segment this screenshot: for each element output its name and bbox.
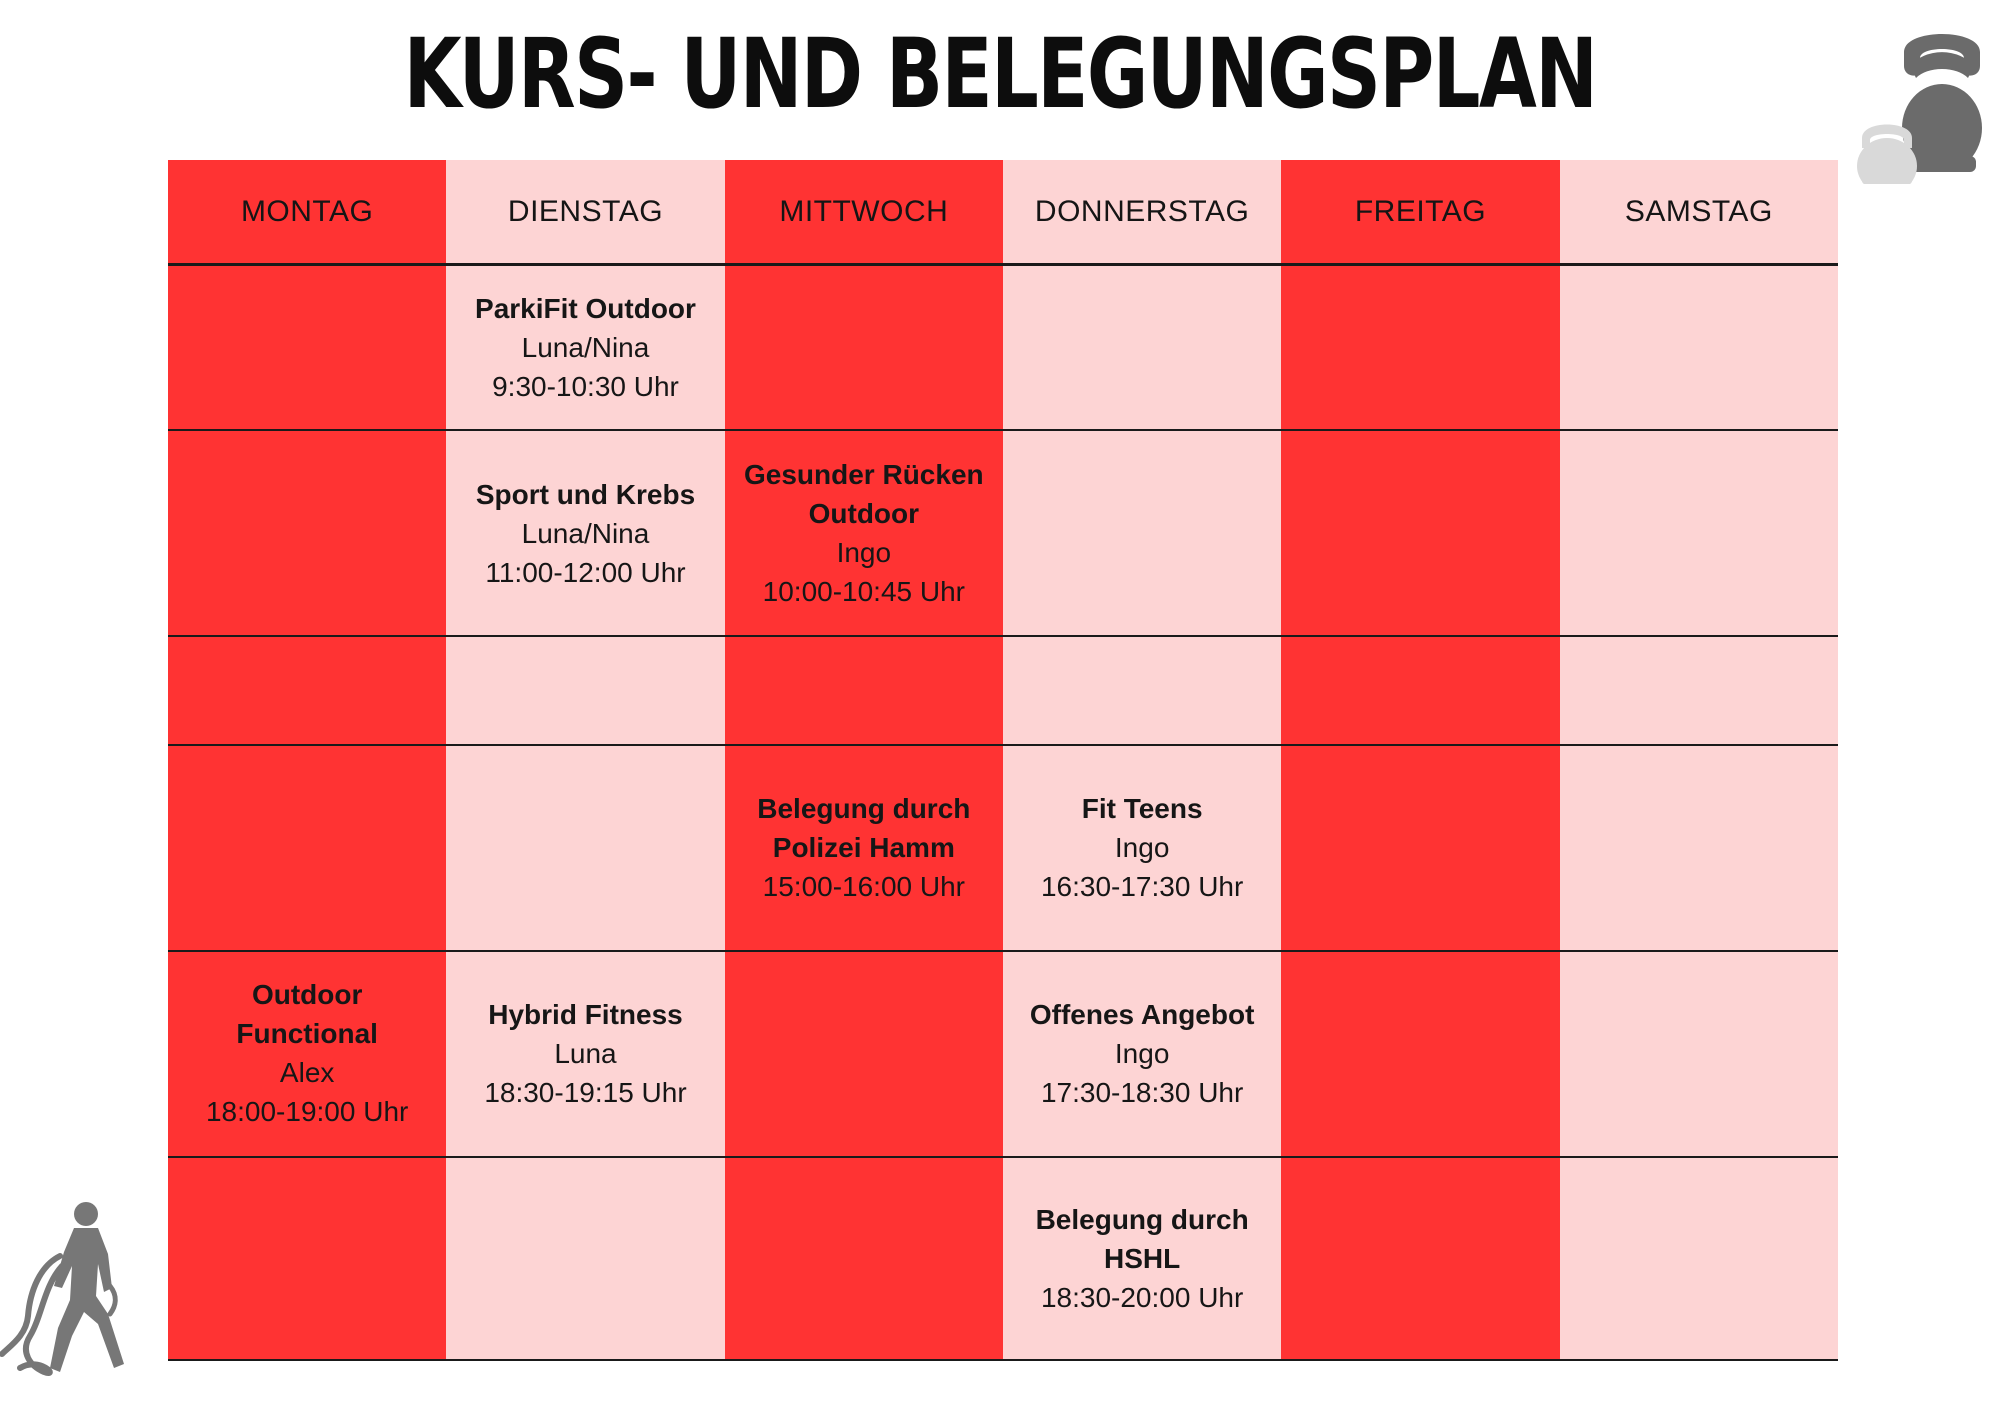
course-trainer: Ingo: [836, 537, 892, 568]
empty-slot: [1003, 264, 1281, 430]
row-divider: [168, 744, 1838, 746]
course-time: 16:30-17:30 Uhr: [1040, 870, 1244, 902]
course-name: Sport und Krebs: [475, 478, 696, 510]
battle-ropes-athlete-icon: [0, 1196, 145, 1386]
course-slot: [1003, 950, 1281, 1156]
row-divider: [168, 635, 1838, 637]
course-trainer: Luna/Nina: [521, 517, 650, 549]
course-slot: [725, 430, 1003, 636]
empty-slot: [1560, 950, 1838, 1156]
day-header: SAMSTAG: [1624, 195, 1773, 228]
course-trainer: Luna/Nina: [521, 331, 650, 363]
empty-slot: [446, 636, 724, 744]
empty-slot: [1281, 430, 1559, 636]
day-header: DIENSTAG: [507, 195, 664, 228]
header-divider: [168, 263, 1838, 266]
empty-slot: [725, 1156, 1003, 1361]
kettlebell-icon: [1852, 26, 1982, 184]
empty-slot: [1281, 950, 1559, 1156]
course-time: 10:00-10:45 Uhr: [762, 576, 965, 607]
empty-slot: [168, 264, 446, 430]
day-column-freitag: [1281, 160, 1559, 1361]
empty-slot: [1560, 430, 1838, 636]
empty-slot: [1003, 636, 1281, 744]
empty-slot: [168, 1156, 446, 1361]
course-name: Hybrid Fitness: [488, 998, 683, 1030]
day-header: DONNERSTAG: [1034, 195, 1250, 228]
empty-slot: [168, 636, 446, 744]
row-divider: [168, 429, 1838, 431]
course-name: Offenes Angebot: [1029, 998, 1255, 1030]
empty-slot: [168, 430, 446, 636]
course-slot: [446, 430, 724, 636]
day-column-dienstag: [446, 160, 724, 1361]
course-time: 17:30-18:30 Uhr: [1040, 1076, 1244, 1108]
course-trainer: Ingo: [1114, 1037, 1170, 1069]
course-slot: [1003, 1156, 1281, 1361]
course-time: 18:30-20:00 Uhr: [1040, 1282, 1244, 1313]
empty-slot: [1281, 744, 1559, 950]
empty-slot: [725, 264, 1003, 430]
course-time: 11:00-12:00 Uhr: [485, 556, 686, 588]
empty-slot: [1560, 1156, 1838, 1361]
empty-slot: [1281, 264, 1559, 430]
day-column-samstag: [1560, 160, 1838, 1361]
empty-slot: [1560, 264, 1838, 430]
course-trainer: Alex: [279, 1057, 335, 1088]
empty-slot: [1560, 636, 1838, 744]
course-name: Gesunder Rücken Outdoor: [744, 459, 984, 529]
course-name: Fit Teens: [1081, 792, 1203, 824]
day-column-donnerstag: [1003, 160, 1281, 1361]
course-slot: [1003, 744, 1281, 950]
empty-slot: [1281, 1156, 1559, 1361]
empty-slot: [1281, 636, 1559, 744]
course-name: Belegung durch HSHL: [1035, 1204, 1249, 1274]
empty-slot: [725, 950, 1003, 1156]
schedule-table: [168, 160, 1838, 1361]
row-divider: [168, 1156, 1838, 1158]
row-divider: [168, 950, 1838, 952]
empty-slot: [1560, 744, 1838, 950]
schedule-grid: [168, 160, 1838, 1361]
course-time: 15:00-16:00 Uhr: [762, 870, 965, 902]
row-divider: [168, 1359, 1838, 1361]
course-trainer: Luna: [554, 1037, 617, 1069]
empty-slot: [1003, 430, 1281, 636]
course-name: Outdoor Functional: [236, 979, 378, 1049]
course-time: 18:30-19:15 Uhr: [484, 1076, 687, 1108]
day-header: MITTWOCH: [779, 195, 949, 228]
day-column-mittwoch: [725, 160, 1003, 1361]
day-header: FREITAG: [1354, 195, 1487, 228]
course-name: Belegung durch Polizei Hamm: [757, 792, 971, 863]
course-slot: [446, 264, 724, 430]
empty-slot: [446, 1156, 724, 1361]
empty-slot: [168, 744, 446, 950]
course-trainer: Ingo: [1114, 831, 1170, 863]
course-time: 9:30-10:30 Uhr: [492, 370, 679, 402]
course-slot: [168, 950, 446, 1156]
page-title: KURS- UND BELEGUNGSPLAN: [403, 18, 1597, 130]
day-header: MONTAG: [240, 195, 374, 228]
day-column-montag: [168, 160, 446, 1361]
course-time: 18:00-19:00 Uhr: [205, 1096, 409, 1127]
empty-slot: [725, 636, 1003, 744]
course-name: ParkiFit Outdoor: [475, 292, 696, 324]
empty-slot: [446, 744, 724, 950]
course-slot: [446, 950, 724, 1156]
course-slot: [725, 744, 1003, 950]
